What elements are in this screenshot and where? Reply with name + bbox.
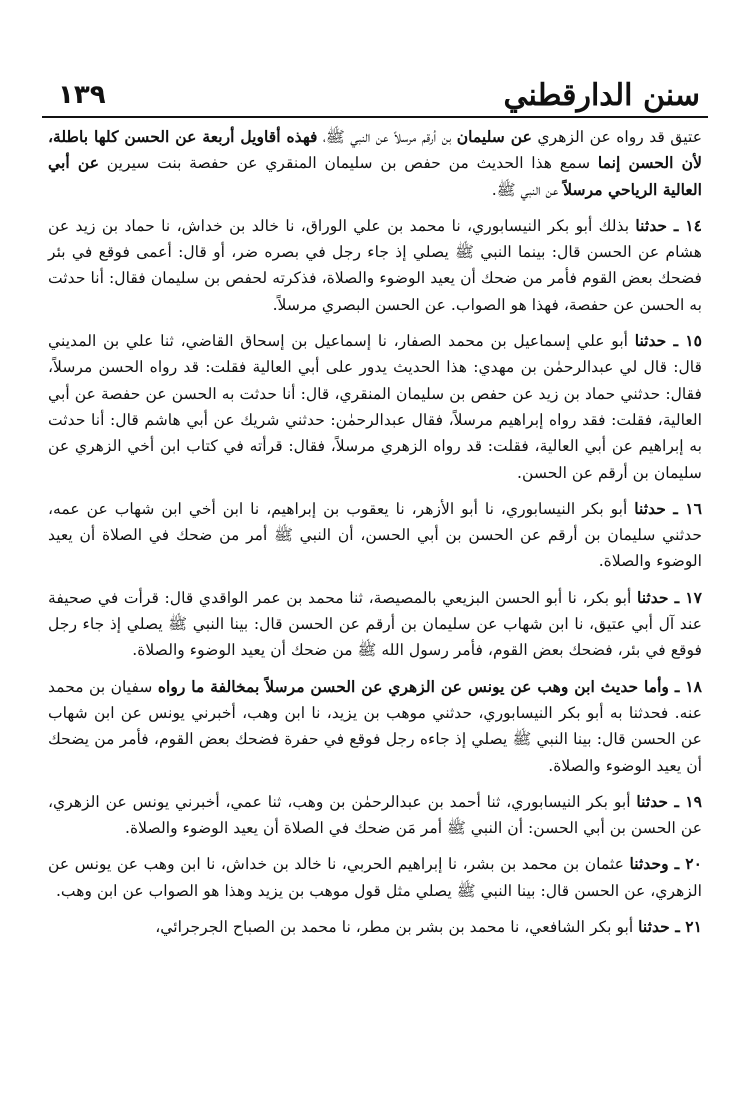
hadith-16: [48, 496, 702, 575]
page-header: [42, 70, 708, 114]
hadith-number: ١٩ ـ حدثنا: [636, 791, 702, 811]
header-rule: [42, 116, 708, 118]
hadith-number: ١٥ ـ حدثنا: [634, 331, 702, 351]
hadith-18: [48, 674, 702, 779]
text-segment: بن أرقم مرسلاً عن النبي ﷺ،: [317, 128, 457, 146]
text-segment: سمع هذا الحديث من حفص بن سليمان المنقري عن حفصة بنت سيرين: [99, 154, 598, 173]
hadith-14: [48, 213, 702, 318]
hadith-number: ٢٠ ـ وحدثنا: [629, 854, 703, 874]
paragraph-intro: [48, 124, 702, 203]
bold-segment: فهذه أقاويل أربعة عن الحسن كلها باطلة، لأن الحسن إنما: [48, 127, 702, 173]
hadith-19: [48, 789, 702, 842]
hadith-number: ٢١ ـ حدثنا: [638, 917, 702, 937]
hadith-text: عثمان بن محمد بن بشر، نا إبراهيم الحربي، نا خالد بن خداش، نا ابن وهب عن يونس عن الزهري، عن الحسن قال: بينا النبي ﷺ يصلي مثل قول موهب بن يزيد وهذا هو الصواب عن ابن وهب.: [48, 855, 702, 900]
hadith-21: [48, 914, 702, 940]
hadith-number: ١٧ ـ حدثنا: [636, 587, 702, 607]
hadith-text: أبو بكر النيسابوري، نا أبو الأزهر، نا يعقوب بن إبراهيم، نا ابن أخي ابن شهاب عن عمه، حدثني سليمان بن أرقم عن الحسن بن أبي الحسن، أن النبي ﷺ أمر من ضحك في الصلاة أن يعيد الوضوء والصلاة.: [48, 499, 702, 571]
text-segment: عتيق قد رواه عن الزهري: [531, 128, 702, 146]
hadith-text: سفيان بن محمد عنه. فحدثنا به أبو بكر النيسابوري، حدثني موهب بن يزيد، نا ابن وهب، أخبرني يونس عن ابن شهاب عن الحسن قال: بينا النبي ﷺ يصلي إذ جاءه رجل فوقع في حفرة فضحك بعض القوم، فأمر من يضحك أن يعيد الوضوء والصلاة.: [48, 677, 702, 775]
hadith-text: أبو علي إسماعيل بن محمد الصفار، نا إسماعيل بن إسحاق القاضي، ثنا علي بن المديني قال: قال لي عبدالرحمٰن بن مهدي: هذا الحديث يدور على أبي العالية فقلت: قد رواه الحسن مرسلاً، فقال: حدثني حماد بن زيد عن حفص بن سليمان المنقري، قال: أنا حدثت به الحسن عن حفصة عن أبي العالية، فقلت: فقد رواه إبراهيم مرسلاً، فقال عبدالرحمٰن: حدثني شريك عن أبي هاشم قال: أنا حدثت به إبراهيم عن أبي العالية، فقلت: قد رواه الزهري مرسلاً، فقال: قرأته في كتاب ابن أخي الزهري عن سليمان بن أرقم عن الحسن.: [48, 332, 702, 482]
running-title: سنن الدارقطني: [503, 78, 700, 113]
hadith-text: أبو بكر، نا أبو الحسن البزيعي بالمصيصة، ثنا محمد بن عمر الواقدي قال: قرأت في صحيفة عند آل أبي عتيق، نا ابن شهاب عن سليمان بن أرقم عن الحسن قال: بينا النبي ﷺ يصلي إذ جاء رجل فوقع في بئر، فضحك بعض القوم، فأمر رسول الله ﷺ من ضحك أن يعيد الوضوء والصلاة.: [48, 588, 702, 660]
page-number: ١٣٩: [58, 80, 106, 110]
hadith-17: [48, 585, 702, 664]
hadith-20: [48, 851, 702, 904]
bold-segment: عن سليمان: [456, 127, 532, 146]
bold-segment: عن أبي العالية الرياحي مرسلاً: [48, 153, 702, 199]
hadith-15: [48, 328, 702, 486]
hadith-number: ١٤ ـ حدثنا: [635, 215, 702, 235]
text-segment: عن النبي ﷺ.: [491, 180, 564, 199]
hadith-number: ١٦ ـ حدثنا: [634, 498, 702, 518]
hadith-text: أبو بكر النيسابوري، ثنا أحمد بن عبدالرحمٰن بن وهب، ثنا عمي، أخبرني يونس عن الزهري، عن الحسن بن أبي الحسن: أن النبي ﷺ أمر مَن ضحك في الصلاة أن يعيد الوضوء والصلاة.: [48, 792, 702, 838]
page-body: [48, 124, 702, 950]
hadith-text: بذلك أبو بكر النيسابوري، نا محمد بن علي الوراق، نا خالد بن خداش، نا حماد بن زيد عن هشام عن الحسن قال: بينما النبي ﷺ يصلي إذ جاء رجل في بصره ضر، أو قال: أعمى فوقع في بئر فضحك بعض القوم فأمر من ضحك أن يعيد الوضوء والصلاة، فذكرته لحفص بن سليمان فقال: أنا حدثت به الحسن عن حفصة، فهذا هو الصواب. عن الحسن البصري مرسلاً.: [48, 216, 702, 314]
hadith-number: ١٨ ـ وأما حديث ابن وهب عن يونس عن الزهري عن الحسن مرسلاً بمخالفة ما رواه: [157, 676, 703, 696]
hadith-text: أبو بكر الشافعي، نا محمد بن بشر بن مطر، نا محمد بن الصباح الجرجرائي،: [155, 918, 639, 937]
